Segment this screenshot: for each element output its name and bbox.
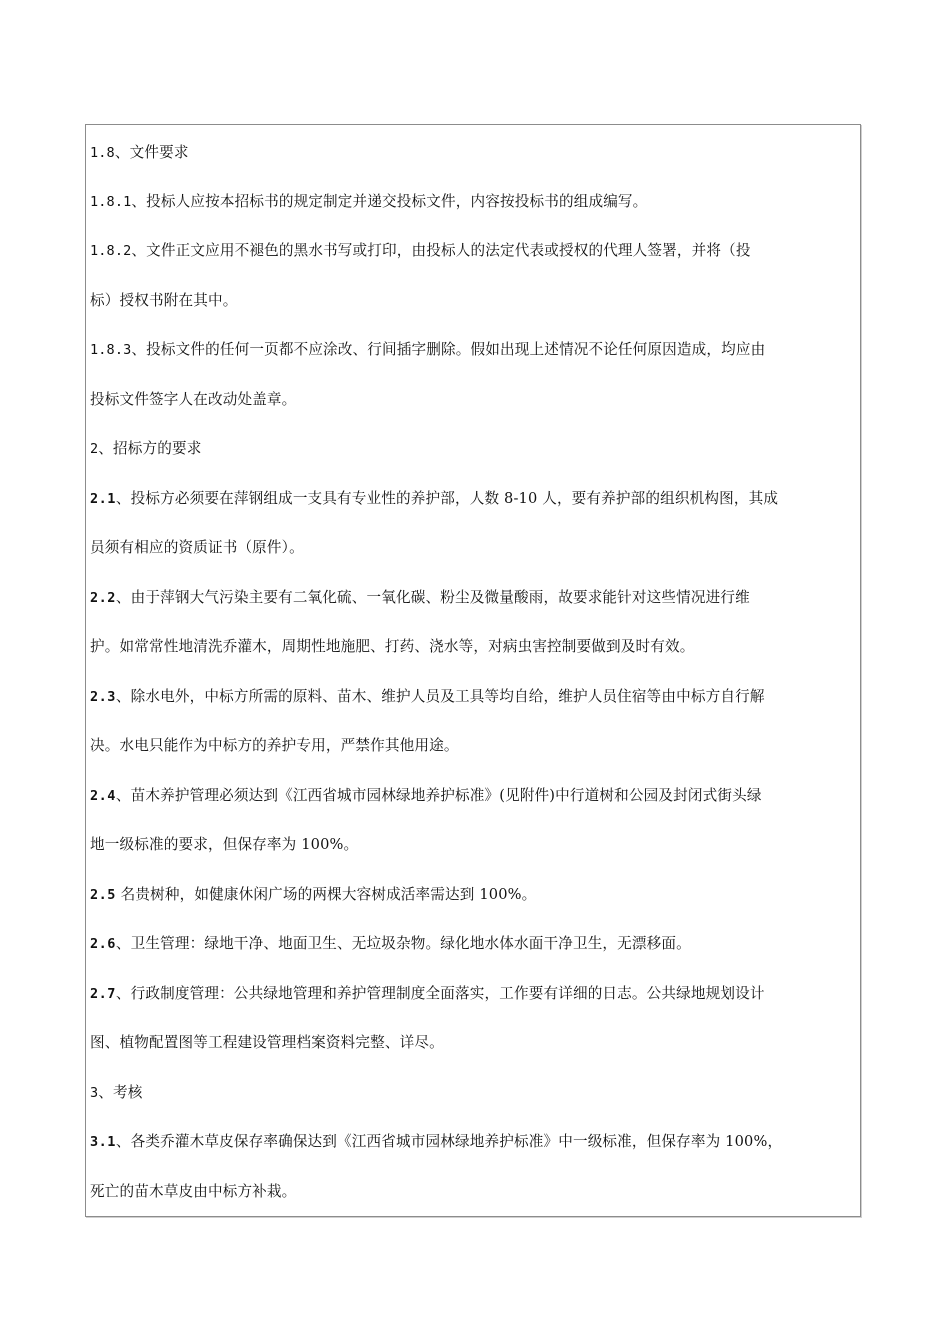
clause-2-4: 2.4、苗木养护管理必须达到《江西省城市园林绿地养护标准》(见附件)中行道树和公园及封闭式街头绿 — [90, 787, 762, 804]
clause-2-7-cont: 图、植物配置图等工程建设管理档案资料完整、详尽。 — [90, 1034, 444, 1051]
clause-2-3: 2.3、除水电外，中标方所需的原料、苗木、维护人员及工具等均自给，维护人员住宿等由中标方自行解 — [90, 688, 765, 705]
clause-1-8-3-cont: 投标文件签字人在改动处盖章。 — [90, 391, 297, 408]
clause-3-1-cont: 死亡的苗木草皮由中标方补栽。 — [90, 1183, 297, 1200]
clause-2-2-cont: 护。如常常性地清洗乔灌木，周期性地施肥、打药、浇水等，对病虫害控制要做到及时有效。 — [90, 638, 695, 655]
clause-2-1: 2.1、投标方必须要在萍钢组成一支具有专业性的养护部，人数 8-10 人，要有养护部的组织机构图，其成 — [90, 490, 779, 507]
clause-2-1-cont: 员须有相应的资质证书（原件）。 — [90, 539, 304, 556]
document-frame — [85, 124, 861, 1217]
clause-2-5: 2.5 名贵树种，如健康休闲广场的两棵大容树成活率需达到 100%。 — [90, 886, 537, 903]
clause-3-1: 3.1、各类乔灌木草皮保存率确保达到《江西省城市园林绿地养护标准》中一级标准，但保存率为 100%， — [90, 1133, 783, 1150]
heading-3: 3、考核 — [90, 1084, 143, 1101]
heading-1-8: 1.8、文件要求 — [90, 144, 189, 161]
clause-2-3-cont: 决。水电只能作为中标方的养护专用，严禁作其他用途。 — [90, 737, 459, 754]
clause-1-8-3: 1.8.3、投标文件的任何一页都不应涂改、行间插字删除。假如出现上述情况不论任何原因造成，均应由 — [90, 341, 766, 358]
clause-1-8-2-cont: 标）授权书附在其中。 — [90, 292, 238, 309]
clause-1-8-1: 1.8.1、投标人应按本招标书的规定制定并递交投标文件，内容按投标书的组成编写。 — [90, 193, 648, 210]
clause-2-2: 2.2、由于萍钢大气污染主要有二氧化硫、一氧化碳、粉尘及微量酸雨，故要求能针对这些情况进行维 — [90, 589, 750, 606]
clause-2-6: 2.6、卫生管理：绿地干净、地面卫生、无垃圾杂物。绿化地水体水面干净卫生，无漂移面。 — [90, 935, 691, 952]
clause-1-8-2: 1.8.2、文件正文应用不褪色的黑水书写或打印，由投标人的法定代表或授权的代理人签署，并将（投 — [90, 242, 751, 259]
heading-2: 2、招标方的要求 — [90, 440, 202, 457]
clause-2-4-cont: 地一级标准的要求，但保存率为 100%。 — [90, 836, 359, 853]
clause-2-7: 2.7、行政制度管理：公共绿地管理和养护管理制度全面落实，工作要有详细的日志。公共绿地规划设计 — [90, 985, 765, 1002]
